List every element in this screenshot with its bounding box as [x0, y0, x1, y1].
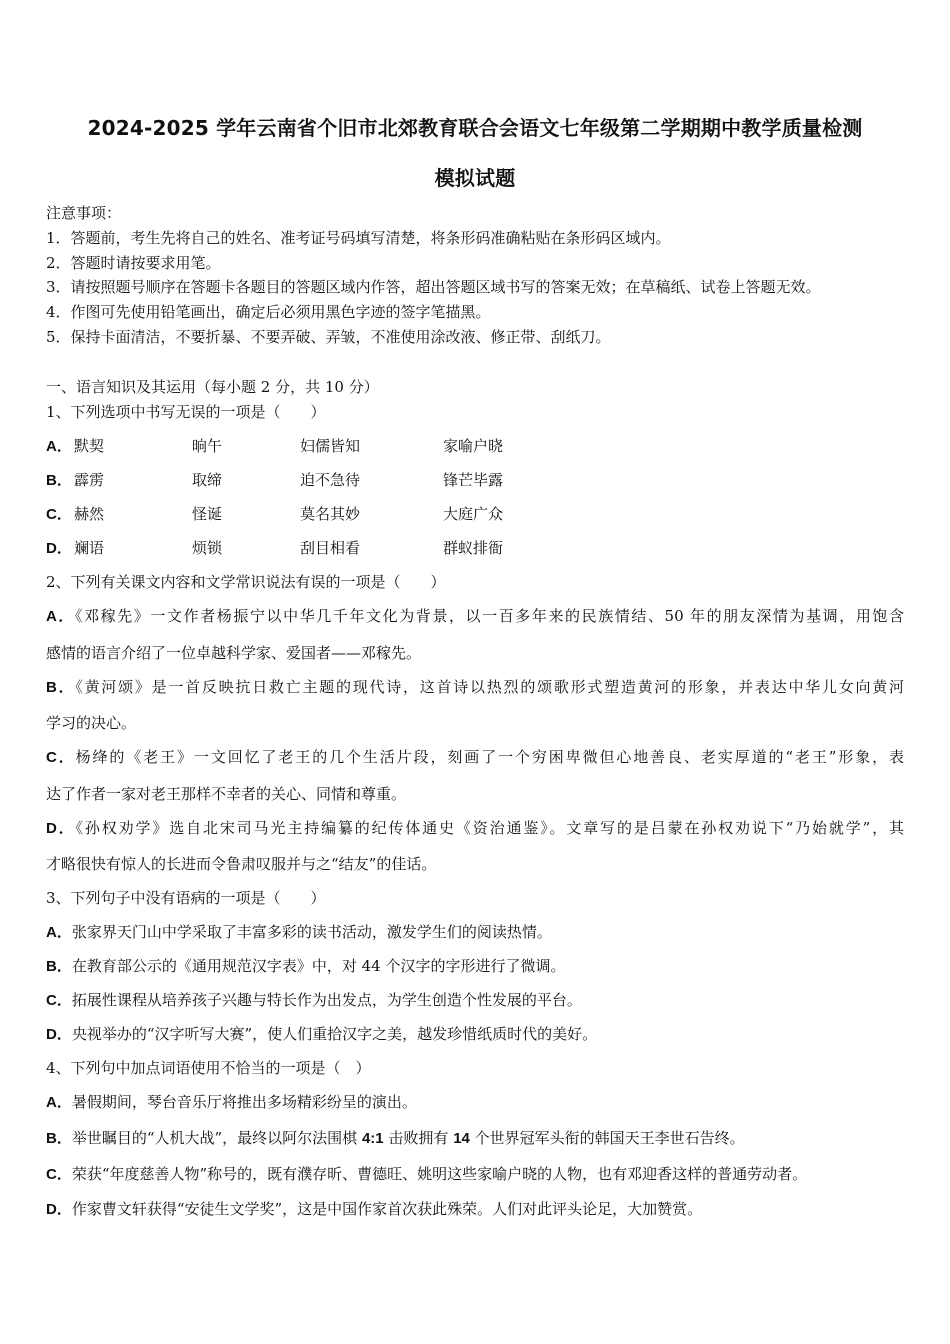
option-text: 击败拥有: [383, 1129, 454, 1147]
question-stem: 2、下列有关课文内容和文学常识说法有误的一项是（ ）: [46, 573, 446, 591]
option-word: 晌午: [192, 437, 223, 455]
option-line: [46, 1023, 597, 1044]
option-line: [46, 817, 904, 838]
option-label: D．: [46, 820, 76, 837]
option-label: A．: [46, 608, 76, 625]
question-stem: 1、下列选项中书写无误的一项是（ ）: [46, 403, 326, 421]
option-word: 霹雳: [74, 471, 105, 489]
option-word: 取缔: [192, 471, 223, 489]
option-label: C．: [46, 992, 72, 1009]
option-line: [46, 1163, 807, 1184]
option-label: B．: [46, 958, 72, 975]
option-text: 张家界天门山中学采取了丰富多彩的读书活动，激发学生们的阅读热情。: [71, 923, 552, 941]
option-line: [46, 1091, 417, 1112]
option-word: 默契: [74, 437, 105, 455]
option-word: 刮目相看: [300, 539, 361, 557]
option-label: A．: [46, 924, 72, 941]
option-label: B．: [46, 472, 72, 489]
notice-item: 5．保持卡面清洁，不要折暴、不要弄破、弄皱，不准使用涂改液、修正带、刮纸刀。: [46, 328, 611, 346]
option-word: 家喻户晓: [443, 437, 504, 455]
option-label: C．: [46, 506, 72, 523]
option-label: A．: [46, 1094, 72, 1111]
question-stem: 3、下列句子中没有语病的一项是（ ）: [46, 889, 326, 907]
option-line-cont: 学习的决心。: [46, 714, 137, 732]
option-word: 烦锁: [192, 539, 223, 557]
option-line: [46, 676, 904, 697]
option-line-cont: 才略很快有惊人的长进而令鲁肃叹服并与之“结友”的佳话。: [46, 855, 437, 873]
exam-title-line1: 2024-2025 学年云南省个旧市北郊教育联合会语文七年级第二学期期中教学质量检测: [87, 116, 863, 140]
notice-item: 4．作图可先使用铅笔画出，确定后必须用黑色字迹的签字笔描黑。: [46, 303, 491, 321]
option-text: 个世界冠军头衔的韩国天王李世石告终。: [469, 1129, 745, 1147]
option-word: 怪诞: [192, 505, 223, 523]
option-text: 荣获“年度慈善人物”称号的，既有濮存昕、曹德旺、姚明这些家喻户晓的人物，也有邓迎香这样的普通劳动者。: [71, 1165, 808, 1183]
option-line: [46, 605, 904, 626]
option-word: 迫不急待: [300, 471, 361, 489]
exam-title-line2: 模拟试题: [434, 166, 516, 190]
option-line: [46, 921, 552, 942]
option-line: [46, 746, 904, 767]
section-heading: 一、语言知识及其运用（每小题 2 分，共 10 分）: [46, 378, 379, 396]
option-line-cont: 感情的语言介绍了一位卓越科学家、爱国者——邓稼先。: [46, 644, 422, 662]
option-text: 《黄河颂》是一首反映抗日救亡主题的现代诗，这首诗以热烈的颂歌形式塑造黄河的形象，并表达中华儿女向黄河: [75, 678, 904, 696]
option-word: 妇儒皆知: [300, 437, 361, 455]
notice-heading: 注意事项：: [46, 204, 122, 222]
option-text: 拓展性课程从培养孩子兴趣与特长作为出发点，为学生创造个性发展的平台。: [71, 991, 582, 1009]
question-stem: 4、下列句中加点词语使用不恰当的一项是（ ）: [46, 1059, 371, 1077]
option-line: [46, 1198, 702, 1219]
option-line-cont: 达了作者一家对老王那样不幸者的关心、同情和尊重。: [46, 785, 407, 803]
option-label: B．: [46, 679, 76, 696]
option-line: [46, 955, 565, 976]
option-text: 《孙权劝学》选自北宋司马光主持编纂的纪传体通史《资治通鉴》。文章写的是吕蒙在孙权劝说下“乃始就学”，其: [75, 819, 904, 837]
option-word: 斓语: [74, 539, 105, 557]
option-word: 锋芒毕露: [443, 471, 504, 489]
option-label: A．: [46, 438, 72, 455]
option-word: 群蚁排衙: [443, 539, 504, 557]
option-text: 在教育部公示的《通用规范汉字表》中，对 44 个汉字的字形进行了微调。: [71, 957, 566, 975]
notice-item: 3．请按照题号顺序在答题卡各题目的答题区域内作答，超出答题区域书写的答案无效；在草稿纸、试卷上答题无效。: [46, 278, 821, 296]
option-word: 莫名其妙: [300, 505, 361, 523]
option-label: D．: [46, 1026, 72, 1043]
option-label: C．: [46, 749, 76, 766]
option-label: D．: [46, 1201, 72, 1218]
notice-item: 1．答题前，考生先将自己的姓名、准考证号码填写清楚，将条形码准确粘贴在条形码区域内。: [46, 229, 671, 247]
option-label: D．: [46, 540, 72, 557]
notice-item: 2．答题时请按要求用笔。: [46, 254, 221, 272]
option-text: 《邓稼先》一文作者杨振宁以中华几千年文化为背景，以一百多年来的民族情结、50 年的朋友深情为基调，用饱含: [75, 607, 904, 625]
option-line: [46, 1127, 745, 1148]
option-word: 赫然: [74, 505, 105, 523]
option-word: 大庭广众: [443, 505, 504, 523]
option-label: B．: [46, 1130, 72, 1147]
option-text: 暑假期间，琴台音乐厅将推出多场精彩纷呈的演出。: [71, 1093, 417, 1111]
option-label: C．: [46, 1166, 72, 1183]
option-text: 举世瞩目的“人机大战”，最终以阿尔法围棋: [71, 1129, 362, 1147]
option-text: 作家曹文轩获得“安徒生文学奖”，这是中国作家首次获此殊荣。人们对此评头论足，大加赞赏。: [71, 1200, 703, 1218]
option-text: 央视举办的“汉字听写大赛”，使人们重拾汉字之美，越发珍惜纸质时代的美好。: [71, 1025, 598, 1043]
option-text-bold: 4:1: [361, 1130, 384, 1147]
option-text: 杨绛的《老王》一文回忆了老王的几个生活片段，刻画了一个穷困卑微但心地善良、老实厚道的“老王”形象，表: [75, 748, 904, 766]
option-line: [46, 989, 582, 1010]
option-text-bold: 14: [453, 1130, 470, 1147]
